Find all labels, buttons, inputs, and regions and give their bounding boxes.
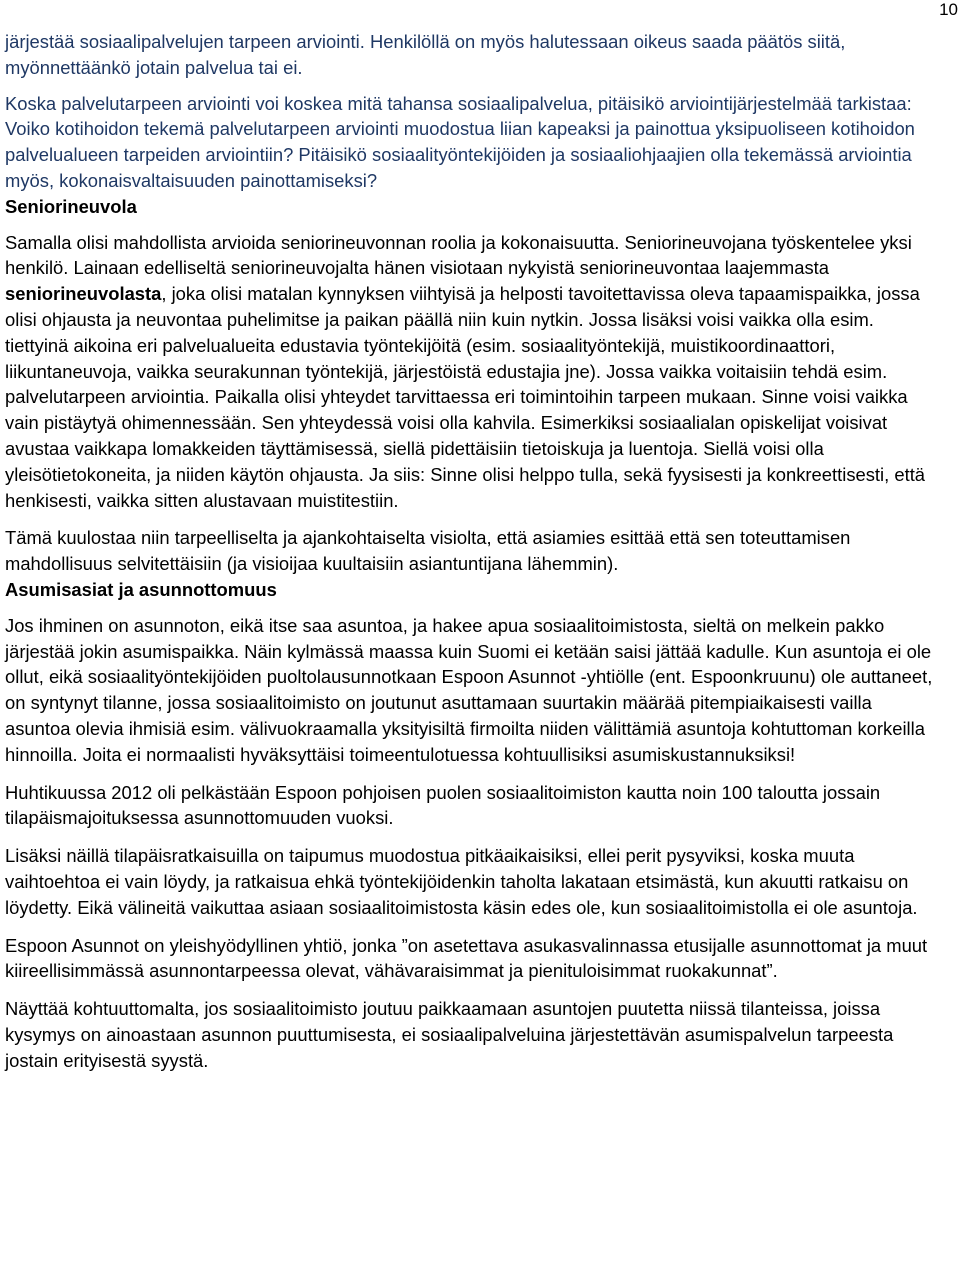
paragraph-seniorineuvola-part1: Samalla olisi mahdollista arvioida seniorineuvonnan roolia ja kokonaisuutta. Seniorineuvojana työskentelee yksi henkilö. Lainaan edelliseltä seniorineuvojalta hänen visiotaan nykyistä seniorineuvontaa laajemmasta [5,231,912,279]
heading-seniorineuvola: Seniorineuvola [5,195,137,217]
paragraph-intro: järjestää sosiaalipalvelujen tarpeen arviointi. Henkilöllä on myös halutessaan oikeus saada päätös siitä, myönnettäänkö jotain palvelua tai ei. [5,31,846,78]
bold-term-seniorineuvolasta: seniorineuvolasta [5,283,162,305]
paragraph-huhtikuussa: Huhtikuussa 2012 oli pelkästään Espoon pohjoisen puolen sosiaalitoimiston kautta noin 100 taloutta jossain tilapäismajoituksessa asunnottomuuden vuoksi. [5,781,881,829]
heading-asumisasiat: Asumisasiat ja asunnottomuus [5,578,277,600]
paragraph-seniorineuvola [5,230,940,514]
paragraph-lisaksi: Lisäksi näillä tilapäisratkaisuilla on taipumus muodostua pitkäaikaisiksi, ellei perit pysyviksi, koska muuta vaihtoehtoa ei vain löydy, ja ratkaisua ehkä työntekijöidenkin taholta lakataan etsimästä, kun akuutti ratkaisu on löydetty. Eikä välineitä vaikuttaa asiaan sosiaalitoimistosta käsin edes ole, kun sosiaalitoimistolla ei ole asuntoja. [5,845,918,918]
paragraph-tama: Tämä kuulostaa niin tarpeelliselta ja ajankohtaiselta visiolta, että asiamies esittää että sen toteuttamisen mahdollisuus selvitettäisiin (ja visioijaa kuultaisiin asiantuntijana lähemmin). [5,527,851,575]
paragraph-espoon-asunnot: Espoon Asunnot on yleishyödyllinen yhtiö, jonka ”on asetettava asukasvalinnassa etusijalle asunnottomat ja muut kiireellisimmässä asunnontarpeessa olevat, vähävaraisimmat ja pienituloisimmat ruokakunnat”. [5,934,928,982]
paragraph-jos: Jos ihminen on asunnoton, eikä itse saa asuntoa, ja hakee apua sosiaalitoimistosta, sieltä on melkein pakko järjestää jokin asumispaikka. Näin kylmässä maassa kuin Suomi ei ketään saisi jättää kadulle. Kun asuntoja ei ole ollut, eikä sosiaalityöntekijöiden puoltolausunnotkaan Espoon Asunnot -yhtiölle (ent. Espoonkruunu) ole auttaneet, on syntynyt tilanne, jossa sosiaalitoimisto on joutunut asuttamaan suurtakin määrää pitempiaikaisesti vailla asuntoa olevia ihmisiä esim. välivuokraamalla yksityisiltä firmoilta niiden välittämiä asuntoja kohtuttoman korkeilla hinnoilla. Joita ei normaalisti hyväksyttäisi toimeentulotuessa kohtuullisiksi asumiskustannuksiksi! [5,614,933,765]
paragraph-nayttaa: Näyttää kohtuuttomalta, jos sosiaalitoimisto joutuu paikkaamaan asuntojen puutetta niissä tilanteissa, joissa kysymys on ainoastaan asunnon puuttumisesta, ei sosiaalipalveluina järjestettävän asumispalvelun tarpeesta jostain erityisestä syystä. [5,998,894,1071]
paragraph-seniorineuvola-part2: , joka olisi matalan kynnyksen viihtyisä ja helposti tavoitettavissa oleva tapaamispaikka, jossa olisi ohjausta ja neuvontaa puhelimitse ja paikan päällä niin kuin nytkin. Jossa lisäksi voisi vaikka olla esim. tiettyinä aikoina eri palvelualueita edustavia työntekijöitä (esim. sosiaalityöntekijä, muistikoordinaattori, liikuntaneuvoja, vaikka seurakunnan työntekijä, järjestöistä edustajia jne). Jossa vaikka voitaisiin tehdä esim. palvelutarpeen arviointia. Paikalla olisi yhteydet tarvittaessa eri toimintoihin tarpeen mukaan. Sinne voisi vaikka vain pistäytyä ohimennessään. Sen yhteydessä voisi olla kahvila. Esimerkiksi sosiaalialan opiskelijat voisivat avustaa vaikkapa lomakkeiden täyttämisessä, siellä pidettäisiin tietoiskuja ja luentoja. Siellä voisi olla yleisötietokoneita, ja niiden käytön ohjausta. Ja siis: Sinne olisi helppo tulla, sekä fyysisesti ja konkreettisesti, että henkisesti, vaikka sitten alustavaan muistitestiin. [5,283,926,511]
paragraph-koska: Koska palvelutarpeen arviointi voi koskea mitä tahansa sosiaalipalvelua, pitäisikö arviointijärjestelmää tarkistaa: Voiko kotihoidon tekemä palvelutarpeen arviointi muodostua liian kapeaksi ja painottua yksipuoliseen kotihoidon palvelualueen tarpeiden arviointiin? Pitäisikö sosiaalityöntekijöiden ja sosiaaliohjaajien olla tekemässä arviointia myös, kokonaisvaltaisuuden painottamiseksi? [5,92,915,191]
page-number: 10 [939,0,958,19]
document-body [5,29,940,1073]
